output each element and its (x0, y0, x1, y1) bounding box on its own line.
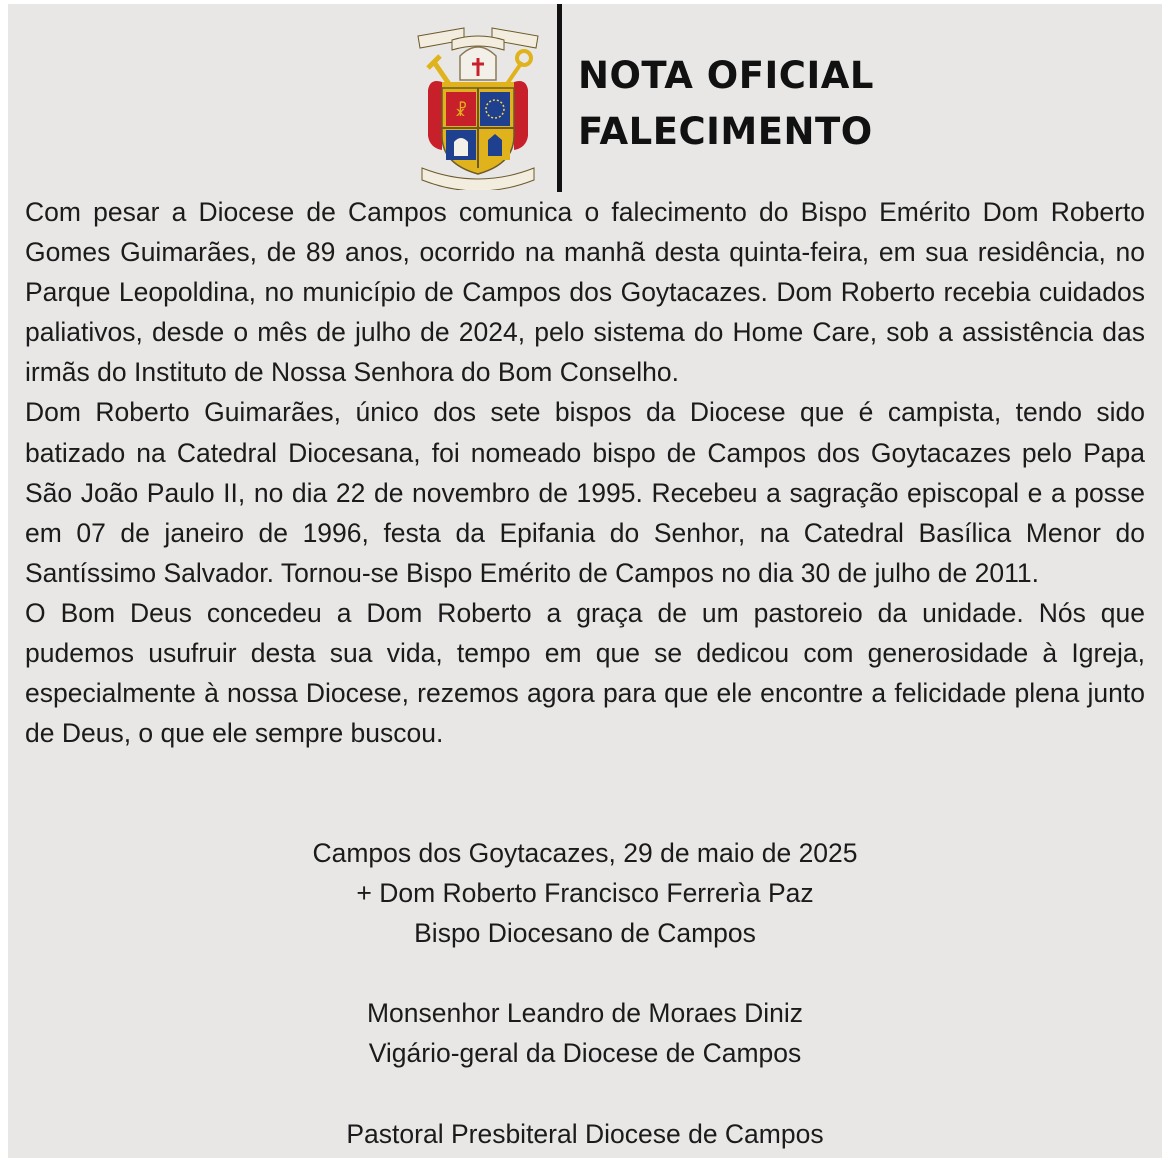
title-line-2: FALECIMENTO (578, 110, 873, 153)
paragraph-biography: Dom Roberto Guimarães, único dos sete bispos da Diocese que é campista, tendo sido batizado na Catedral Diocesana, foi nomeado bispo de Campos dos Goytacazes pelo Papa São João Paulo II, no dia 22 de novembro de 1995. Recebeu a sagração episcopal e a posse em 07 de janeiro de 1996, festa da Epifania do Senhor, na Catedral Basílica Menor do Santíssimo Salvador. Tornou-se Bispo Emérito de Campos no dia 30 de julho de 2011. (25, 397, 1145, 588)
page-title (578, 48, 874, 160)
header-divider (557, 4, 562, 192)
bishop-name: + Dom Roberto Francisco Ferrerìa Paz (356, 878, 814, 909)
official-note-card (8, 4, 1162, 1158)
paragraph-tribute: O Bom Deus concedeu a Dom Roberto a graça de um pastoreio da unidade. Nós que pudemos usufruir desta sua vida, tempo em que se dedicou com generosidade à Igreja, especialmente à nossa Diocese, rezemos agora para que ele encontre a felicidade plena junto de Deus, o que ele sempre buscou. (25, 597, 1145, 749)
title-line-1: NOTA OFICIAL (578, 54, 874, 97)
vicar-title: Vigário-geral da Diocese de Campos (368, 1038, 802, 1069)
bishop-title: Bispo Diocesano de Campos (414, 918, 756, 949)
signature-block (8, 833, 1162, 1154)
vicar-name: Monsenhor Leandro de Moraes Diniz (366, 998, 804, 1029)
diocese-coat-of-arms-icon (412, 18, 544, 190)
pastoral-signature: Pastoral Presbiteral Diocese de Campos (346, 1118, 824, 1149)
spacer (8, 953, 1162, 993)
note-body (25, 192, 1145, 753)
note-header (8, 4, 1162, 194)
place-date: Campos dos Goytacazes, 29 de maio de 2025 (312, 838, 858, 868)
paragraph-announcement: Com pesar a Diocese de Campos comunica o falecimento do Bispo Emérito Dom Roberto Gomes Guimarães, de 89 anos, ocorrido na manhã desta quinta-feira, em sua residência, no Parque Leopoldina, no município de Campos dos Goytacazes. Dom Roberto recebia cuidados paliativos, desde o mês de julho de 2024, pelo sistema do Home Care, sob a assistência das irmãs do Instituto de Nossa Senhora do Bom Conselho. (25, 197, 1145, 388)
spacer (8, 1074, 1162, 1114)
svg-text:☧: ☧ (454, 101, 468, 120)
